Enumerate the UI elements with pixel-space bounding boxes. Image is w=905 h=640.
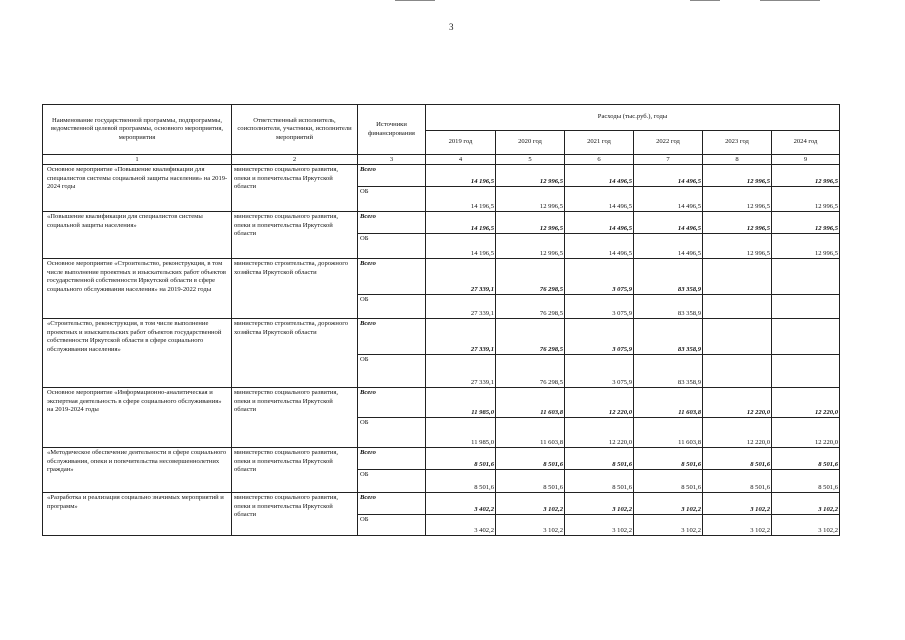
ob-value: 76 298,5 [496, 355, 565, 388]
total-value: 8 501,6 [565, 448, 634, 470]
total-value: 12 996,5 [703, 212, 772, 234]
source-total-label: Всего [358, 493, 426, 515]
ob-value: 8 501,6 [772, 470, 840, 493]
scan-artifact-line [760, 0, 820, 1]
total-value [772, 259, 840, 295]
activity-name: «Строительство, реконструкция, в том числе выполнение проектных и изыскательских работ объектов государственной собственности Иркутской области в сфере социального обслуживания населения» [43, 319, 232, 388]
total-value: 14 496,5 [634, 165, 703, 187]
total-value: 76 298,5 [496, 259, 565, 295]
total-value: 3 102,2 [772, 493, 840, 515]
source-ob-label: ОБ [358, 470, 426, 493]
total-value [772, 319, 840, 355]
budget-table [42, 104, 840, 536]
ob-value: 14 196,5 [426, 187, 496, 212]
total-value: 14 496,5 [634, 212, 703, 234]
total-value: 3 102,2 [634, 493, 703, 515]
ob-value: 12 220,0 [703, 418, 772, 448]
source-ob-label: ОБ [358, 355, 426, 388]
total-value: 27 339,1 [426, 259, 496, 295]
scan-artifact-line [690, 0, 720, 1]
total-value: 3 075,9 [565, 259, 634, 295]
total-value: 11 985,0 [426, 388, 496, 418]
ob-value: 3 102,2 [703, 515, 772, 536]
total-value: 12 996,5 [703, 165, 772, 187]
ob-value: 12 220,0 [772, 418, 840, 448]
executor-name: министерство строительства, дорожного хозяйства Иркутской области [232, 259, 358, 319]
page-number: 3 [449, 22, 454, 32]
executor-name: министерство социального развития, опеки и попечительства Иркутской области [232, 165, 358, 212]
ob-value: 83 358,9 [634, 295, 703, 319]
ob-value [703, 355, 772, 388]
table-row-total [43, 388, 840, 418]
ob-value: 14 496,5 [634, 187, 703, 212]
table-body [43, 165, 840, 536]
total-value: 14 196,5 [426, 165, 496, 187]
ob-value: 76 298,5 [496, 295, 565, 319]
table-row-total [43, 165, 840, 187]
total-value: 3 402,2 [426, 493, 496, 515]
total-value [703, 259, 772, 295]
ob-value: 3 102,2 [634, 515, 703, 536]
total-value: 14 496,5 [565, 212, 634, 234]
ob-value: 3 102,2 [772, 515, 840, 536]
column-number: 5 [496, 155, 565, 165]
total-value: 76 298,5 [496, 319, 565, 355]
total-value: 12 220,0 [703, 388, 772, 418]
total-value: 83 358,9 [634, 319, 703, 355]
activity-name: Основное мероприятие «Повышение квалификации для специалистов системы социальной защиты населения» на 2019-2024 годы [43, 165, 232, 212]
column-number: 9 [772, 155, 840, 165]
executor-name: министерство социального развития, опеки и попечительства Иркутской области [232, 448, 358, 493]
ob-value: 12 996,5 [703, 234, 772, 259]
activity-name: «Методическое обеспечение деятельности в сфере социального обслуживания, опеки и попечительства несовершеннолетних граждан» [43, 448, 232, 493]
ob-value: 8 501,6 [703, 470, 772, 493]
total-value: 8 501,6 [634, 448, 703, 470]
source-total-label: Всего [358, 212, 426, 234]
ob-value: 12 996,5 [772, 234, 840, 259]
source-ob-label: ОБ [358, 515, 426, 536]
total-value: 14 496,5 [565, 165, 634, 187]
total-value [703, 319, 772, 355]
activity-name: Основное мероприятие «Информационно-аналитическая и экспертная деятельность в сфере социального обслуживания» на 2019-2024 годы [43, 388, 232, 448]
ob-value: 12 996,5 [772, 187, 840, 212]
header-expenses: Расходы (тыс.руб.), годы [426, 105, 840, 131]
activity-name: Основное мероприятие «Строительство, реконструкция, в том числе выполнение проектных и изыскательских работ объектов государственной собственности Иркутской области в сфере социального обслуживания населения» на 2019-2022 годы [43, 259, 232, 319]
table-row-total [43, 448, 840, 470]
executor-name: министерство социального развития, опеки и попечительства Иркутской области [232, 212, 358, 259]
ob-value: 12 996,5 [496, 187, 565, 212]
ob-value: 27 339,1 [426, 295, 496, 319]
ob-value: 27 339,1 [426, 355, 496, 388]
executor-name: министерство социального развития, опеки и попечительства Иркутской области [232, 388, 358, 448]
total-value: 12 996,5 [772, 165, 840, 187]
ob-value: 14 496,5 [565, 187, 634, 212]
total-value: 8 501,6 [426, 448, 496, 470]
ob-value: 14 196,5 [426, 234, 496, 259]
table-row-total [43, 259, 840, 295]
total-value: 8 501,6 [772, 448, 840, 470]
ob-value: 3 402,2 [426, 515, 496, 536]
total-value: 3 102,2 [703, 493, 772, 515]
activity-name: «Повышение квалификации для специалистов системы социальной защиты населения» [43, 212, 232, 259]
header-year: 2024 год [772, 131, 840, 155]
total-value: 3 102,2 [496, 493, 565, 515]
column-number: 2 [232, 155, 358, 165]
ob-value: 12 996,5 [496, 234, 565, 259]
ob-value: 8 501,6 [426, 470, 496, 493]
ob-value: 3 075,9 [565, 295, 634, 319]
total-value: 3 102,2 [565, 493, 634, 515]
source-total-label: Всего [358, 448, 426, 470]
header-year: 2023 год [703, 131, 772, 155]
ob-value [703, 295, 772, 319]
total-value: 12 996,5 [496, 165, 565, 187]
ob-value [772, 295, 840, 319]
column-number: 4 [426, 155, 496, 165]
table-row-total [43, 212, 840, 234]
source-total-label: Всего [358, 165, 426, 187]
header-year: 2022 год [634, 131, 703, 155]
activity-name: «Разработка и реализация социально значимых мероприятий и программ» [43, 493, 232, 536]
column-number: 6 [565, 155, 634, 165]
ob-value: 14 496,5 [634, 234, 703, 259]
ob-value: 83 358,9 [634, 355, 703, 388]
total-value: 11 603,8 [496, 388, 565, 418]
ob-value: 8 501,6 [496, 470, 565, 493]
header-executor: Ответственный исполнитель, соисполнители, участники, исполнители мероприятий [232, 105, 358, 155]
total-value: 11 603,8 [634, 388, 703, 418]
ob-value: 11 985,0 [426, 418, 496, 448]
ob-value [772, 355, 840, 388]
ob-value: 3 102,2 [496, 515, 565, 536]
table-row-total [43, 493, 840, 515]
column-number: 8 [703, 155, 772, 165]
table-row-total [43, 319, 840, 355]
ob-value: 3 075,9 [565, 355, 634, 388]
ob-value: 8 501,6 [634, 470, 703, 493]
total-value: 12 220,0 [772, 388, 840, 418]
executor-name: министерство строительства, дорожного хозяйства Иркутской области [232, 319, 358, 388]
table-header [43, 105, 840, 165]
header-name: Наименование государственной программы, подпрограммы, ведомственной целевой программы, основного мероприятия, мероприятия [43, 105, 232, 155]
header-year: 2020 год [496, 131, 565, 155]
header-year: 2019 год [426, 131, 496, 155]
executor-name: министерство социального развития, опеки и попечительства Иркутской области [232, 493, 358, 536]
total-value: 12 996,5 [496, 212, 565, 234]
ob-value: 8 501,6 [565, 470, 634, 493]
ob-value: 14 496,5 [565, 234, 634, 259]
total-value: 8 501,6 [496, 448, 565, 470]
total-value: 12 996,5 [772, 212, 840, 234]
scan-artifact-line [395, 0, 435, 1]
source-ob-label: ОБ [358, 187, 426, 212]
total-value: 8 501,6 [703, 448, 772, 470]
header-source: Источники финансирования [358, 105, 426, 155]
column-number: 1 [43, 155, 232, 165]
column-number: 3 [358, 155, 426, 165]
total-value: 12 220,0 [565, 388, 634, 418]
source-total-label: Всего [358, 319, 426, 355]
source-total-label: Всего [358, 388, 426, 418]
source-total-label: Всего [358, 259, 426, 295]
ob-value: 11 603,8 [634, 418, 703, 448]
column-number: 7 [634, 155, 703, 165]
total-value: 3 075,9 [565, 319, 634, 355]
header-year: 2021 год [565, 131, 634, 155]
total-value: 83 358,9 [634, 259, 703, 295]
source-ob-label: ОБ [358, 418, 426, 448]
total-value: 14 196,5 [426, 212, 496, 234]
ob-value: 12 996,5 [703, 187, 772, 212]
source-ob-label: ОБ [358, 295, 426, 319]
source-ob-label: ОБ [358, 234, 426, 259]
ob-value: 11 603,8 [496, 418, 565, 448]
total-value: 27 339,1 [426, 319, 496, 355]
ob-value: 3 102,2 [565, 515, 634, 536]
ob-value: 12 220,0 [565, 418, 634, 448]
column-number-row [43, 155, 840, 165]
